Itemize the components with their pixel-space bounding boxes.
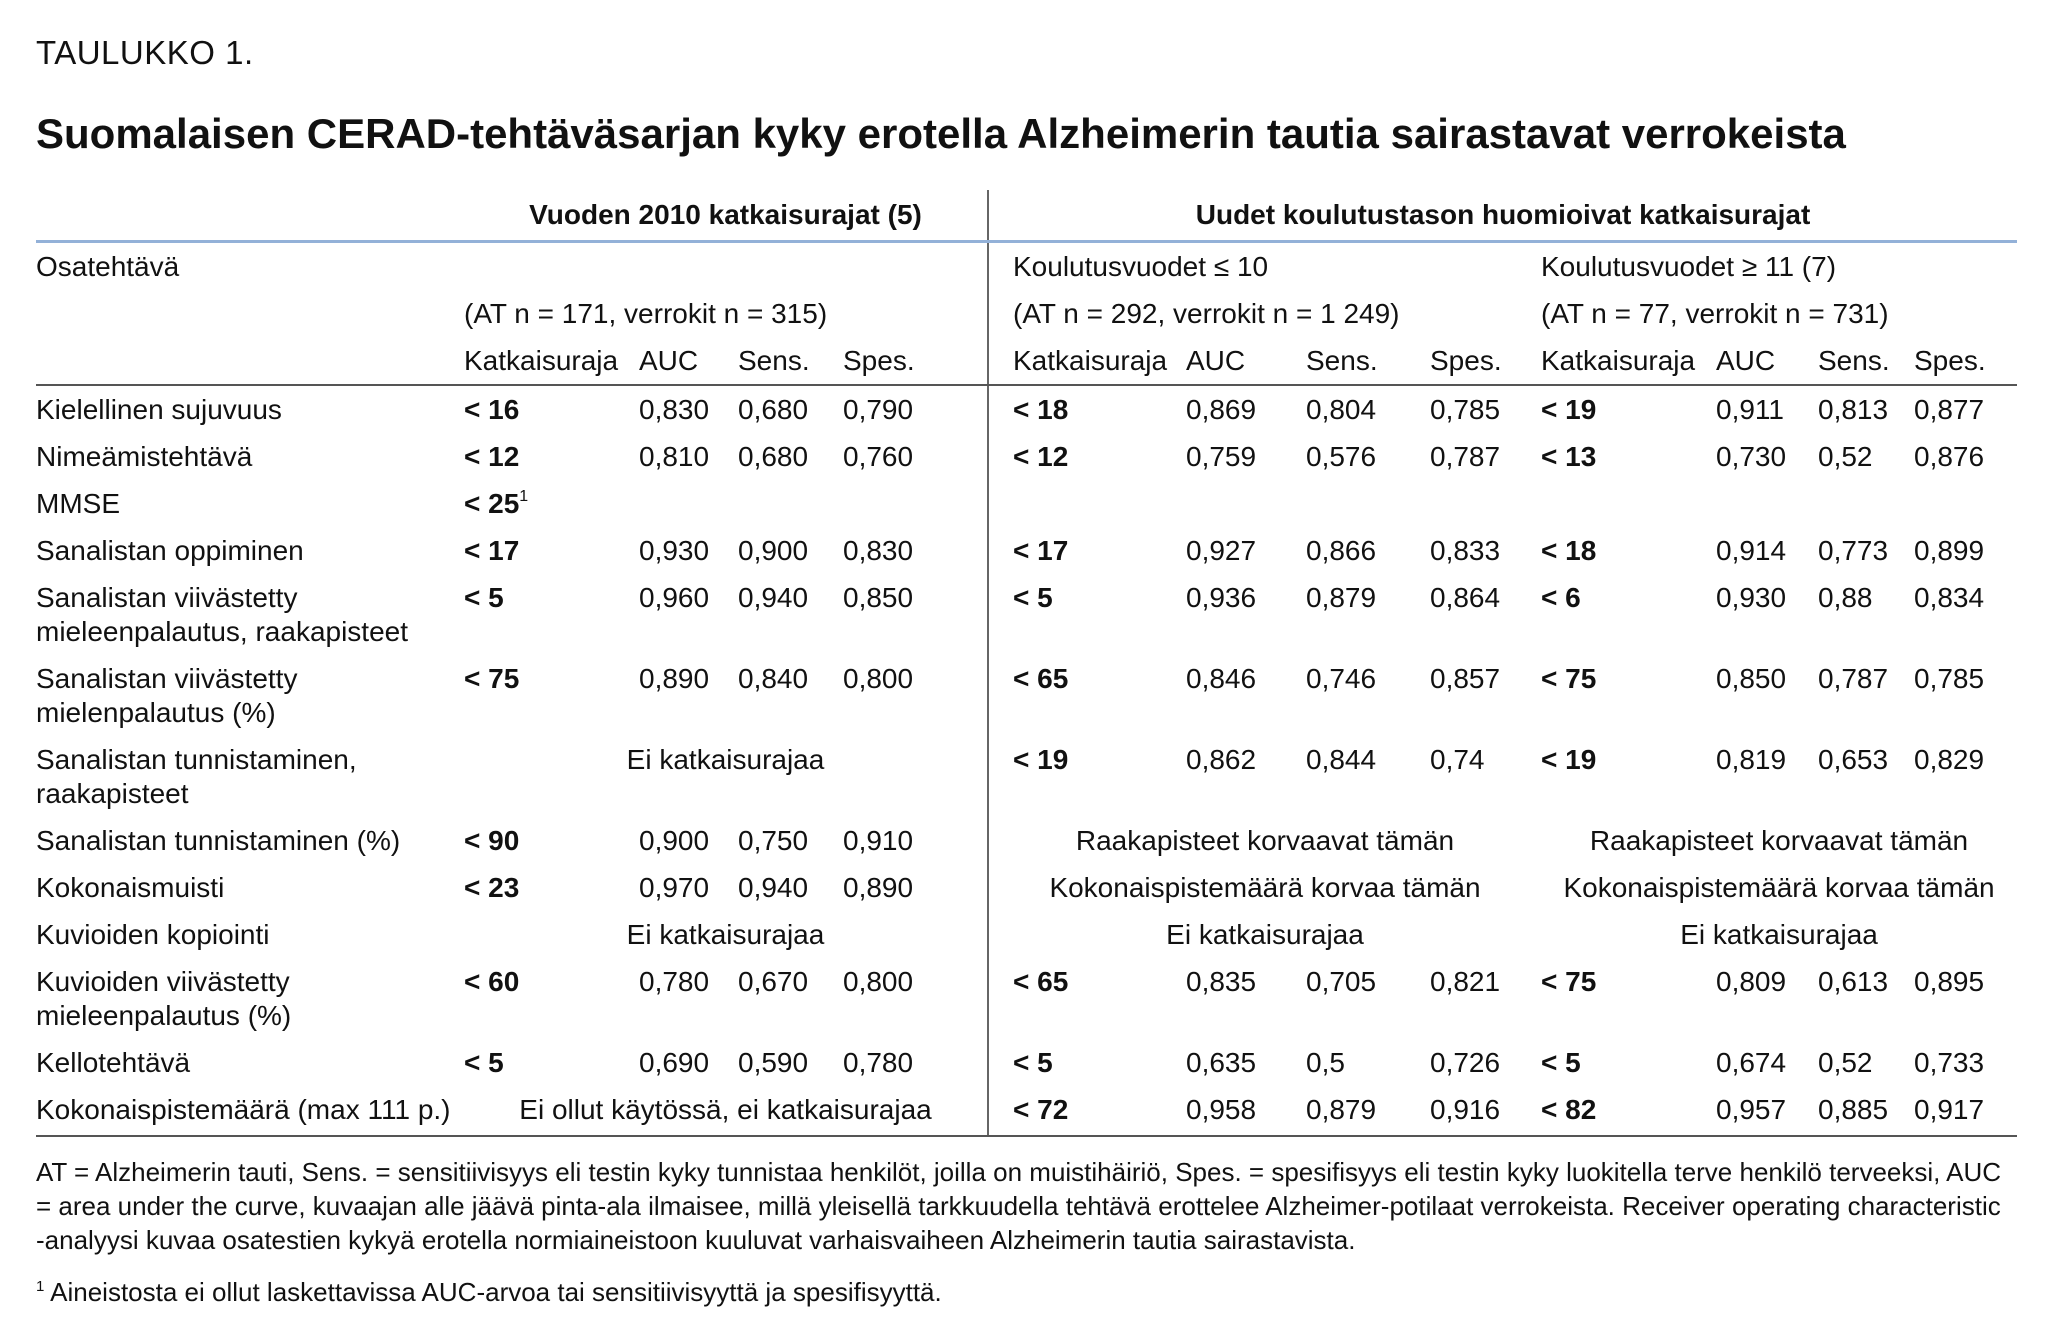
table-row (36, 736, 2017, 817)
sens-low-education: 0,844 (1306, 744, 1377, 775)
table-row (36, 1039, 2017, 1086)
sens-low-education: 0,705 (1306, 966, 1377, 997)
cutoff-low-education: < 65 (988, 958, 1186, 1039)
auc-high-education: 0,819 (1716, 744, 1787, 775)
auc-high-education: 0,930 (1716, 582, 1787, 613)
auc-2010: 0,960 (639, 582, 710, 613)
auc-2010: 0,900 (639, 825, 710, 856)
cutoff-high-education: < 75 (1541, 663, 1597, 694)
sens-low-education: 0,866 (1306, 535, 1377, 566)
row-label: MMSE (36, 488, 120, 519)
auc-2010: 0,830 (639, 394, 710, 425)
table-row (36, 655, 2017, 736)
cutoff-2010: < 23 (464, 872, 520, 903)
sens-2010: 0,680 (738, 394, 809, 425)
spes-low-education: 0,821 (1430, 966, 1501, 997)
row-label: Sanalistan tunnistaminen, raakapisteet (36, 744, 357, 809)
cutoff-2010: < 90 (464, 825, 520, 856)
row-label: Sanalistan oppiminen (36, 535, 304, 566)
auc-2010: 0,890 (639, 663, 710, 694)
row-label: Nimeämistehtävä (36, 441, 253, 472)
sample-size-low-education: (AT n = 292, verrokit n = 1 249) (988, 290, 1541, 337)
spes-low-education: 0,916 (1430, 1086, 1541, 1136)
col-header-cut: Katkaisuraja (1541, 337, 1716, 385)
table-row (36, 480, 2017, 527)
spes-2010: 0,760 (843, 441, 914, 472)
spes-2010: 0,850 (843, 582, 914, 613)
sample-size-row (36, 290, 2017, 337)
sens-high-education: 0,787 (1818, 663, 1889, 694)
spes-high-education: 0,834 (1914, 582, 1985, 613)
sens-2010: 0,940 (738, 582, 809, 613)
cutoff-high-education: < 82 (1541, 1086, 1716, 1136)
sens-high-education: 0,813 (1818, 394, 1889, 425)
auc-2010: 0,970 (639, 872, 710, 903)
spes-high-education: 0,899 (1914, 535, 1985, 566)
replaced-note: Raakapisteet korvaavat tämän (1589, 825, 1969, 856)
replaced-note: Raakapisteet korvaavat tämän (988, 817, 1541, 864)
cutoff-2010: < 5 (464, 582, 504, 613)
table-label: TAULUKKO 1. (36, 34, 254, 71)
auc-low-education: 0,635 (1186, 1047, 1257, 1078)
cutoff-2010: < 5 (464, 1047, 504, 1078)
auc-high-education: 0,957 (1716, 1086, 1818, 1136)
spes-high-education: 0,895 (1914, 966, 1985, 997)
sens-2010: 0,940 (738, 872, 809, 903)
sens-low-education: 0,5 (1306, 1047, 1345, 1078)
auc-2010: 0,780 (639, 966, 710, 997)
col-header-cut: Katkaisuraja (988, 337, 1186, 385)
table-row (36, 385, 2017, 433)
cutoff-2010: < 75 (464, 663, 520, 694)
spes-2010: 0,910 (843, 825, 914, 856)
subgroup-title-high-education: Koulutusvuodet ≥ 11 (7) (1541, 251, 1837, 282)
col-header-sens: Sens. (1818, 337, 1914, 385)
sens-2010: 0,900 (738, 535, 809, 566)
row-header-label: Osatehtävä (36, 251, 180, 282)
no-cutoff-note: Ei katkaisurajaa (1680, 919, 1878, 950)
spes-low-education: 0,785 (1430, 394, 1501, 425)
auc-2010: 0,810 (639, 441, 710, 472)
table-title: Suomalaisen CERAD-tehtäväsarjan kyky erotella Alzheimerin tautia sairastavat verrokeista (36, 110, 1846, 157)
table-row (36, 958, 2017, 1039)
table-row (36, 817, 2017, 864)
row-label: Kuvioiden viivästetty mieleenpalautus (%) (36, 966, 292, 1031)
table-row (36, 864, 2017, 911)
group-header-row (36, 190, 2017, 242)
row-label: Sanalistan viivästetty mielenpalautus (%) (36, 663, 298, 728)
auc-low-education: 0,869 (1186, 394, 1257, 425)
table-row (36, 911, 2017, 958)
col-header-spes: Spes. (1914, 337, 2017, 385)
auc-high-education: 0,674 (1716, 1047, 1787, 1078)
table-row (36, 527, 2017, 574)
cutoff-low-education: < 72 (988, 1086, 1186, 1136)
cutoff-low-education: < 19 (988, 736, 1186, 817)
results-table (36, 190, 2017, 1137)
not-in-use-note: Ei ollut käytössä, ei katkaisurajaa (464, 1086, 988, 1136)
no-cutoff-note: Ei katkaisurajaa (626, 744, 825, 775)
sens-low-education: 0,576 (1306, 441, 1377, 472)
footnote-marker: 1 (519, 488, 529, 505)
cutoff-2010: < 16 (464, 394, 520, 425)
auc-2010: 0,690 (639, 1047, 710, 1078)
sens-high-education: 0,52 (1818, 441, 1873, 472)
auc-low-education: 0,936 (1186, 582, 1257, 613)
spes-high-education: 0,876 (1914, 441, 1985, 472)
col-header-auc: AUC (639, 337, 738, 385)
sens-high-education: 0,88 (1818, 582, 1873, 613)
cutoff-low-education: < 5 (988, 574, 1186, 655)
cutoff-low-education: < 18 (988, 385, 1186, 433)
auc-low-education: 0,846 (1186, 663, 1257, 694)
replaced-note: Kokonaispistemäärä korvaa tämän (988, 864, 1541, 911)
superscript-note (36, 1277, 942, 1308)
spes-2010: 0,790 (843, 394, 914, 425)
column-header-row (36, 337, 2017, 385)
spes-high-education: 0,917 (1914, 1086, 2017, 1136)
spes-2010: 0,830 (843, 535, 914, 566)
auc-low-education: 0,835 (1186, 966, 1257, 997)
spes-high-education: 0,785 (1914, 663, 1985, 694)
auc-low-education: 0,958 (1186, 1086, 1306, 1136)
sens-high-education: 0,885 (1818, 1086, 1914, 1136)
sens-high-education: 0,52 (1818, 1047, 1873, 1078)
cutoff-high-education: < 6 (1541, 582, 1581, 613)
spes-low-education: 0,726 (1430, 1047, 1501, 1078)
auc-2010: 0,930 (639, 535, 710, 566)
superscript-note-text: Aineistosta ei ollut laskettavissa AUC-arvoa tai sensitiivisyyttä ja spesifisyyttä. (50, 1277, 942, 1307)
auc-high-education: 0,914 (1716, 535, 1787, 566)
cutoff-high-education: < 19 (1541, 744, 1597, 775)
sens-2010: 0,680 (738, 441, 809, 472)
spes-2010: 0,780 (843, 1047, 914, 1078)
sens-high-education: 0,653 (1818, 744, 1889, 775)
col-header-auc: AUC (1186, 337, 1306, 385)
auc-high-education: 0,730 (1716, 441, 1787, 472)
spes-2010: 0,890 (843, 872, 914, 903)
sample-size-2010: (AT n = 171, verrokit n = 315) (464, 298, 828, 329)
replaced-note: Kokonaispistemäärä korvaa tämän (1563, 872, 1995, 903)
sens-2010: 0,670 (738, 966, 809, 997)
row-label: Kellotehtävä (36, 1047, 191, 1078)
sens-2010: 0,590 (738, 1047, 809, 1078)
cutoff-low-education: < 5 (988, 1039, 1186, 1086)
table-row (36, 574, 2017, 655)
spes-low-education: 0,787 (1430, 441, 1501, 472)
table-footnote: AT = Alzheimerin tauti, Sens. = sensitiivisyys eli testin kyky tunnistaa henkilöt, joilla on muistihäiriö, Spes. = spesifisyys eli testin kyky luokitella terve henkilö terveeksi, AUC = area under the curve, kuvaajan alle jäävä pinta-ala ilmaisee, millä yleisellä tarkkuudella tehtävä erottelee Alzheimer-potilaat verrokeista. Receiver operating characteristic -analyysi kuvaa osatestien kykyä erotella normiaineistoon kuuluvat varhaisvaiheen Alzheimerin tautia sairastavista. (36, 1157, 2002, 1255)
col-header-sens: Sens. (1306, 337, 1430, 385)
auc-low-education: 0,927 (1186, 535, 1257, 566)
table-row (36, 1086, 2017, 1136)
sens-low-education: 0,879 (1306, 1086, 1430, 1136)
auc-low-education: 0,862 (1186, 744, 1257, 775)
spes-low-education: 0,864 (1430, 582, 1501, 613)
cutoff-high-education: < 19 (1541, 394, 1597, 425)
col-header-auc: AUC (1716, 337, 1818, 385)
col-header-spes: Spes. (843, 337, 988, 385)
spes-low-education: 0,74 (1430, 744, 1485, 775)
auc-high-education: 0,850 (1716, 663, 1787, 694)
cutoff-2010: < 17 (464, 535, 520, 566)
cutoff-high-education: < 5 (1541, 1047, 1581, 1078)
cutoff-value: < 25 (464, 488, 520, 519)
cutoff-low-education: < 65 (988, 655, 1186, 736)
cutoff-2010 (464, 480, 639, 527)
cutoff-high-education: < 75 (1541, 966, 1597, 997)
no-cutoff-note: Ei katkaisurajaa (988, 911, 1541, 958)
sens-2010: 0,750 (738, 825, 809, 856)
row-label: Kokonaismuisti (36, 872, 225, 903)
spes-low-education: 0,833 (1430, 535, 1501, 566)
row-label: Sanalistan tunnistaminen (%) (36, 825, 401, 856)
sens-low-education: 0,804 (1306, 394, 1377, 425)
cutoff-2010: < 60 (464, 966, 520, 997)
spes-low-education: 0,857 (1430, 663, 1501, 694)
auc-low-education: 0,759 (1186, 441, 1257, 472)
auc-high-education: 0,911 (1716, 394, 1784, 425)
group-header-2010: Vuoden 2010 katkaisurajat (5) (464, 190, 988, 242)
spes-high-education: 0,829 (1914, 744, 1985, 775)
spes-high-education: 0,877 (1914, 394, 1985, 425)
cutoff-low-education: < 12 (988, 433, 1186, 480)
sens-low-education: 0,746 (1306, 663, 1377, 694)
subgroup-title-row (36, 242, 2017, 291)
cutoff-low-education: < 17 (988, 527, 1186, 574)
cutoff-2010: < 12 (464, 441, 520, 472)
sens-high-education: 0,613 (1818, 966, 1889, 997)
cutoff-high-education: < 18 (1541, 535, 1597, 566)
sens-low-education: 0,879 (1306, 582, 1377, 613)
sens-2010: 0,840 (738, 663, 809, 694)
sens-high-education: 0,773 (1818, 535, 1889, 566)
subgroup-title-low-education: Koulutusvuodet ≤ 10 (988, 242, 1541, 291)
auc-high-education: 0,809 (1716, 966, 1787, 997)
row-label: Kokonaispistemäärä (max 111 p.) (36, 1086, 464, 1136)
col-header-spes: Spes. (1430, 337, 1541, 385)
spes-2010: 0,800 (843, 663, 914, 694)
row-label: Kielellinen sujuvuus (36, 394, 282, 425)
row-label: Sanalistan viivästetty mieleenpalautus, raakapisteet (36, 582, 409, 647)
cutoff-high-education: < 13 (1541, 441, 1597, 472)
spes-high-education: 0,733 (1914, 1047, 1985, 1078)
footnote-marker: 1 (36, 1278, 45, 1295)
sample-size-high-education: (AT n = 77, verrokit n = 731) (1541, 298, 1889, 329)
no-cutoff-note: Ei katkaisurajaa (626, 919, 825, 950)
spes-2010: 0,800 (843, 966, 914, 997)
group-header-new: Uudet koulutustason huomioivat katkaisurajat (988, 190, 2017, 242)
row-label: Kuvioiden kopiointi (36, 919, 270, 950)
table-row (36, 433, 2017, 480)
col-header-cut: Katkaisuraja (464, 337, 639, 385)
col-header-sens: Sens. (738, 337, 843, 385)
